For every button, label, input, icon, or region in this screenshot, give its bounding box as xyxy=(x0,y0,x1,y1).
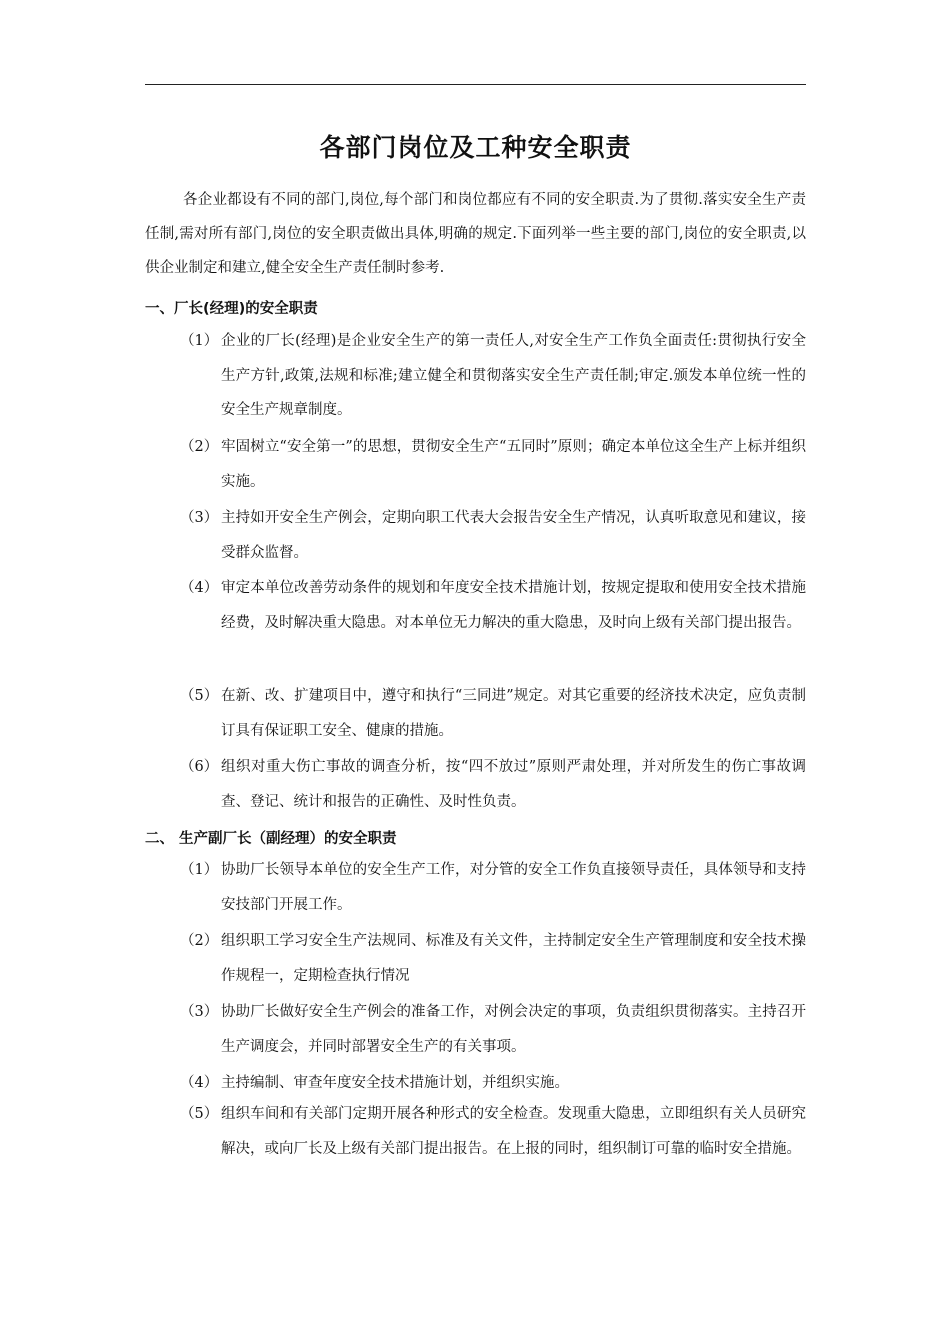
item-number: （3） xyxy=(180,510,219,526)
item-number: （4） xyxy=(180,580,219,596)
list-item xyxy=(180,1097,806,1166)
item-number: （3） xyxy=(180,1004,219,1020)
list-item xyxy=(180,924,806,993)
item-number: （1） xyxy=(180,333,219,349)
item-number: （5） xyxy=(180,1106,219,1122)
item-text: 在新、改、扩建项目中，遵守和执行“三同进”规定。对其它重要的经济技术决定，应负责制订具有保证职工安全、健康的措施。 xyxy=(221,688,806,739)
list-item xyxy=(180,324,806,428)
list-item xyxy=(180,853,806,922)
item-text: 主持如开安全生产例会，定期向职工代表大会报告安全生产情况，认真听取意见和建议，接受群众监督。 xyxy=(221,510,806,561)
item-text: 组织对重大伤亡事故的调查分析，按“四不放过”原则严肃处理，并对所发生的伤亡事故调查、登记、统计和报告的正确性、及时性负责。 xyxy=(221,759,806,810)
item-text: 牢固树立“安全第一”的思想，贯彻安全生产“五同时”原则；确定本单位这全生产上标并组织实施。 xyxy=(221,439,806,490)
item-number: （6） xyxy=(180,759,219,775)
list-item xyxy=(180,750,806,819)
list-item xyxy=(180,571,806,640)
item-text: 审定本单位改善劳动条件的规划和年度安全技术措施计划，按规定提取和使用安全技术措施经费，及时解决重大隐患。对本单位无力解决的重大隐患，及时向上级有关部门提出报告。 xyxy=(221,580,806,631)
item-text: 协助厂长领导本单位的安全生产工作，对分管的安全工作负直接领导责任，具体领导和支持安技部门开展工作。 xyxy=(221,862,806,913)
list-item xyxy=(180,679,806,748)
item-number: （4） xyxy=(180,1075,219,1091)
list-item xyxy=(180,995,806,1064)
list-item xyxy=(180,1066,806,1101)
item-text: 企业的厂长(经理)是企业安全生产的第一责任人,对安全生产工作负全面责任:贯彻执行安全生产方针,政策,法规和标准;建立健全和贯彻落实安全生产责任制;审定.颁发本单位统一性的安全生产规章制度。 xyxy=(221,333,806,418)
item-text: 组织职工学习安全生产法规同、标准及有关文件，主持制定安全生产管理制度和安全技术操作规程一，定期检查执行情况 xyxy=(221,933,806,984)
header-rule xyxy=(145,84,806,85)
list-item xyxy=(180,501,806,570)
section-heading-1: 一、厂长(经理)的安全职责 xyxy=(145,301,318,317)
item-number: （5） xyxy=(180,688,219,704)
intro-paragraph: 各企业都设有不同的部门,岗位,每个部门和岗位都应有不同的安全职责.为了贯彻.落实安全生产责任制,需对所有部门,岗位的安全职责做出具体,明确的规定.下面列举一些主要的部门,岗位的安全职责,以供企业制定和建立,健全安全生产责任制时参考. xyxy=(145,192,806,276)
section-heading-2: 二、 生产副厂长（副经理）的安全职责 xyxy=(145,831,397,847)
list-item xyxy=(180,430,806,499)
document-title: 各部门岗位及工种安全职责 xyxy=(319,133,632,162)
item-text: 组织车间和有关部门定期开展各种形式的安全检查。发现重大隐患，立即组织有关人员研究解决，或向厂长及上级有关部门提出报告。在上报的同时，组织制订可靠的临时安全措施。 xyxy=(221,1106,806,1157)
item-number: （2） xyxy=(180,439,219,455)
item-number: （2） xyxy=(180,933,219,949)
item-number: （1） xyxy=(180,862,219,878)
item-text: 协助厂长做好安全生产例会的准备工作，对例会决定的事项，负责组织贯彻落实。主持召开生产调度会，并同时部署安全生产的有关事项。 xyxy=(221,1004,806,1055)
item-text: 主持编制、审查年度安全技术措施计划，并组织实施。 xyxy=(221,1075,569,1091)
